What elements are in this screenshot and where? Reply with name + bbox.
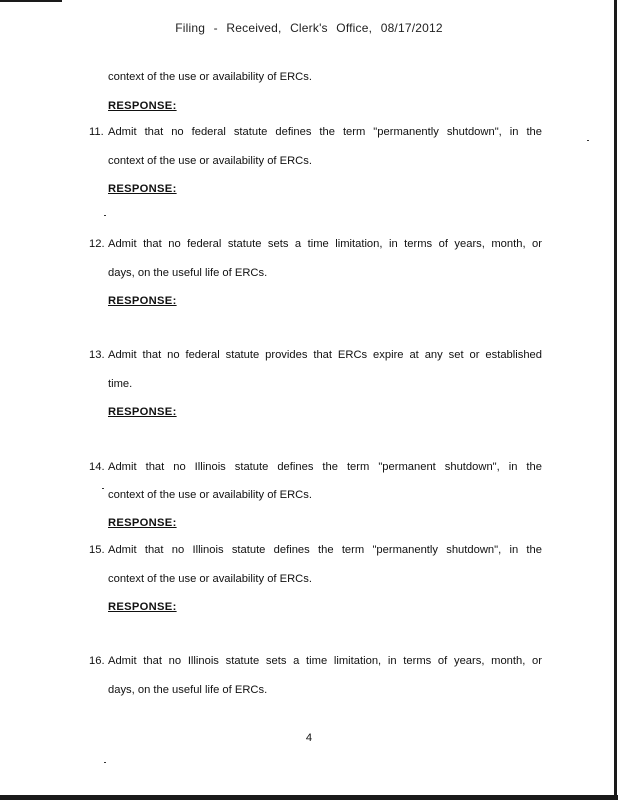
response-label: RESPONSE: <box>108 406 177 418</box>
response-label: RESPONSE: <box>108 601 177 613</box>
response-label: RESPONSE: <box>108 295 177 307</box>
item-text-line: Admit that no federal statute defines the term "permanently shutdown", in the <box>108 126 542 138</box>
response-label: RESPONSE: <box>108 183 177 195</box>
item-number: 12. <box>89 238 105 250</box>
continuation-text: context of the use or availability of ERCs. <box>108 71 312 83</box>
item-text-line: time. <box>108 378 133 390</box>
page-number: 4 <box>305 732 313 744</box>
item-text-line: Admit that no federal statute provides that ERCs expire at any set or established <box>108 349 542 361</box>
item-number: 14. <box>89 461 105 473</box>
item-text-line: Admit that no Illinois statute sets a time limitation, in terms of years, month, or <box>108 655 542 667</box>
scan-speck <box>104 762 106 763</box>
item-number: 13. <box>89 349 105 361</box>
response-label: RESPONSE: <box>108 100 177 112</box>
filing-stamp-header: Filing - Received, Clerk's Office, 08/17/2012 <box>175 21 443 35</box>
scan-edge-top <box>0 0 62 2</box>
item-text-line: context of the use or availability of ERCs. <box>108 155 312 167</box>
item-number: 16. <box>89 655 105 667</box>
item-text-line: days, on the useful life of ERCs. <box>108 267 268 279</box>
scan-edge-bottom <box>0 795 618 800</box>
item-text-line: days, on the useful life of ERCs. <box>108 684 268 696</box>
scan-speck <box>104 215 106 216</box>
item-text-line: Admit that no Illinois statute defines the term "permanently shutdown", in the <box>108 544 542 556</box>
scan-edge-right <box>614 0 617 800</box>
scan-speck <box>587 140 589 141</box>
scan-speck <box>102 488 104 489</box>
item-text-line: Admit that no federal statute sets a time limitation, in terms of years, month, or <box>108 238 542 250</box>
item-text-line: context of the use or availability of ERCs. <box>108 489 312 501</box>
item-number: 11. <box>89 126 104 138</box>
item-number: 15. <box>89 544 105 556</box>
item-text-line: Admit that no Illinois statute defines the term "permanent shutdown", in the <box>108 461 542 473</box>
response-label: RESPONSE: <box>108 517 177 529</box>
item-text-line: context of the use or availability of ERCs. <box>108 573 312 585</box>
